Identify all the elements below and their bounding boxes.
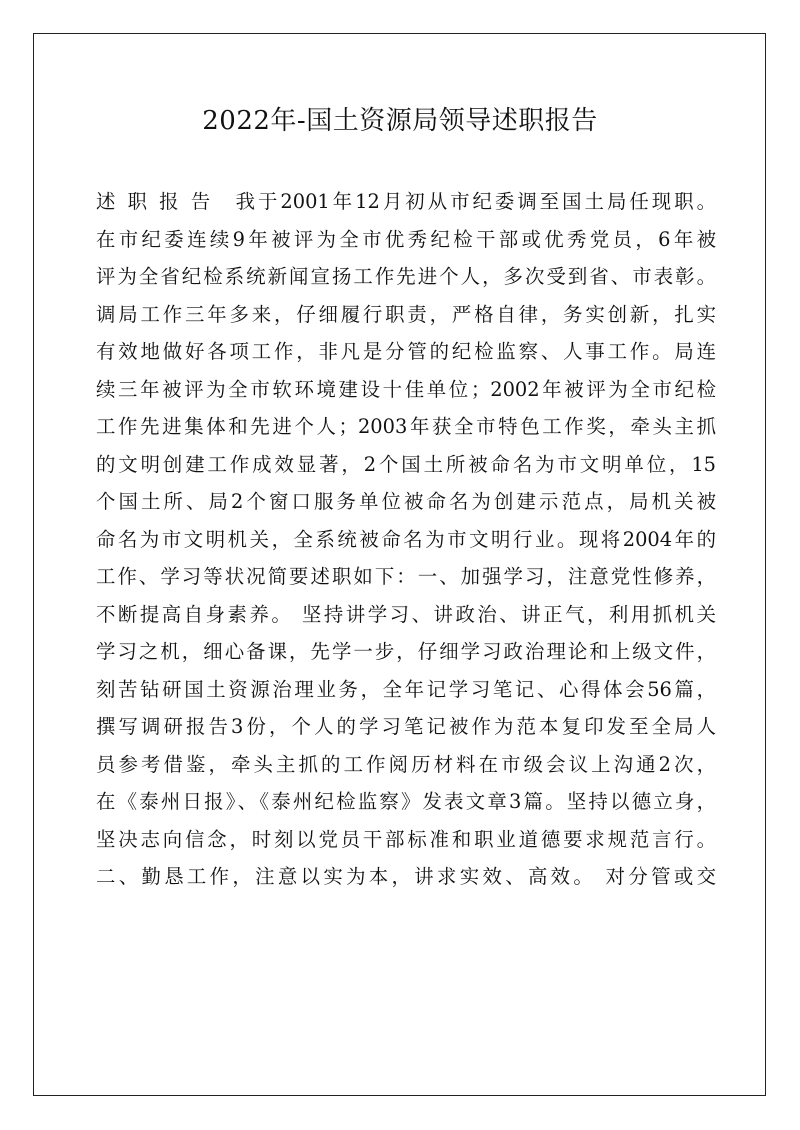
body-line: 的文明创建工作成效显著，2个国土所被命名为市文明单位，15	[96, 452, 716, 476]
body-line: 不断提高自身素养。 坚持讲学习、讲政治、讲正气，利用抓机关	[96, 602, 716, 626]
body-line: 二、勤恳工作，注意以实为本，讲求实效、高效。 对分管或交	[96, 865, 716, 888]
body-line: 评为全省纪检系统新闻宣扬工作先进个人，多次受到省、市表彰。	[96, 265, 716, 288]
body-line: 刻苦钻研国土资源治理业务，全年记学习笔记、心得体会56篇，	[96, 677, 716, 701]
document-title: 2022年-国土资源局领导述职报告	[202, 106, 598, 136]
body-line: 工作、学习等状况简要述职如下：一、加强学习，注意党性修养，	[96, 565, 716, 588]
body-line: 个国土所、局2个窗口服务单位被命名为创建示范点，局机关被	[96, 490, 716, 513]
body-line: 调局工作三年多来，仔细履行职责，严格自律，务实创新，扎实	[96, 302, 716, 326]
body-line: 学习之机，细心备课，先学一步，仔细学习政治理论和上级文件，	[96, 640, 716, 663]
body-line: 在市纪委连续9年被评为全市优秀纪检干部或优秀党员，6年被	[96, 227, 716, 251]
body-line: 命名为市文明机关，全系统被命名为市文明行业。现将2004年的	[96, 527, 716, 551]
body-line: 述 职 报 告 我于2001年12月初从市纪委调至国土局任现职。	[96, 190, 716, 213]
body-line: 撰写调研报告3份，个人的学习笔记被作为范本复印发至全局人	[96, 715, 716, 738]
body-line: 续三年被评为全市软环境建设十佳单位；2002年被评为全市纪检	[96, 377, 716, 401]
body-line: 坚决志向信念，时刻以党员干部标准和职业道德要求规范言行。	[96, 827, 716, 851]
document-body	[96, 183, 716, 896]
body-line: 员参考借鉴，牵头主抓的工作阅历材料在市级会议上沟通2次，	[96, 752, 716, 776]
body-line: 有效地做好各项工作，非凡是分管的纪检监察、人事工作。局连	[96, 340, 716, 363]
body-line: 在《泰州日报》、《泰州纪检监察》发表文章3篇。坚持以德立身，	[96, 790, 716, 813]
body-line: 工作先进集体和先进个人；2003年获全市特色工作奖，牵头主抓	[96, 415, 716, 438]
